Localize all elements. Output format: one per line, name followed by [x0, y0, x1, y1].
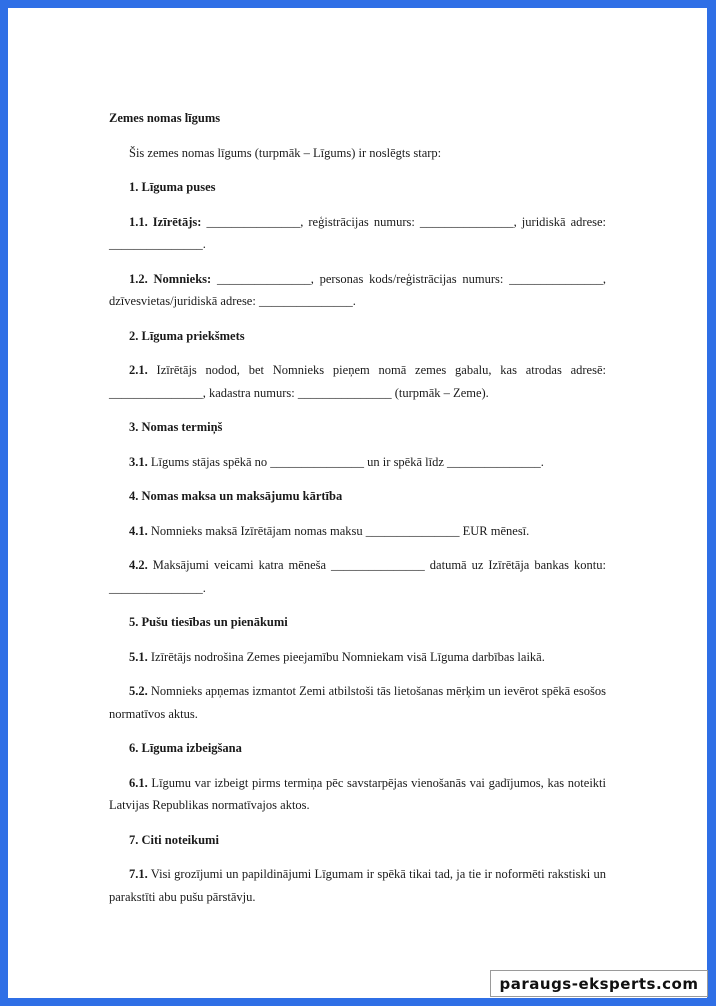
section-heading: 6. Līguma izbeigšana — [129, 741, 242, 755]
section-heading: 3. Nomas termiņš — [129, 420, 223, 434]
clause-text: _______________, reģistrācijas numurs: _______________, juridiskā adrese: _______________. — [109, 214, 607, 251]
clause — [109, 268, 606, 313]
section-heading: 4. Nomas maksa un maksājumu kārtība — [129, 489, 343, 503]
section-heading: 7. Citi noteikumi — [129, 832, 219, 847]
clause-number: 5.2. — [129, 684, 148, 698]
clause-number: 7.1. — [129, 867, 148, 881]
clause-number: 6.1. — [129, 775, 148, 790]
clause-number: 1.2. Nomnieks: — [129, 271, 212, 286]
clause-text: Līgums stājas spēkā no _______________ un ir spēkā līdz _______________. — [147, 454, 544, 469]
clause — [109, 554, 606, 599]
clause — [109, 359, 606, 404]
intro-paragraph: Šis zemes nomas līgums (turpmāk – Līgums) ir noslēgts starp: — [129, 145, 442, 160]
clause-text: Izīrētājs nodrošina Zemes pieejamību Nomniekam visā Līguma darbības laikā. — [147, 649, 545, 664]
document-title: Zemes nomas līgums — [109, 111, 221, 125]
section-heading: 2. Līguma priekšmets — [129, 328, 245, 343]
clause-number: 4.2. — [129, 558, 148, 572]
document-body — [109, 107, 606, 908]
clause — [109, 211, 606, 256]
clause-text: Līgumu var izbeigt pirms termiņa pēc savstarpējas vienošanās vai gadījumos, kas noteikti Latvijas Republikas normatīvajos aktos. — [109, 775, 606, 812]
clause-text: Maksājumi veicami katra mēneša _______________ datumā uz Izīrētāja bankas kontu: _______________. — [109, 558, 606, 595]
clause — [109, 863, 606, 908]
clause-number: 3.1. — [129, 454, 148, 469]
clause — [109, 451, 606, 474]
watermark-badge: paraugs-eksperts.com — [490, 970, 708, 997]
clause-text: _______________, personas kods/reģistrācijas numurs: _______________, dzīvesvietas/juridiskā adrese: _______________. — [109, 271, 606, 308]
clause-number: 5.1. — [129, 649, 148, 664]
clause — [109, 680, 606, 725]
clause — [109, 772, 606, 817]
clause — [109, 520, 606, 543]
clause — [109, 646, 606, 669]
section-heading: 1. Līguma puses — [129, 180, 216, 194]
section-heading: 5. Pušu tiesības un pienākumi — [129, 615, 288, 629]
document-page — [8, 8, 707, 998]
clause-text: Nomnieks maksā Izīrētājam nomas maksu _______________ EUR mēnesī. — [147, 523, 530, 538]
clause-number: 1.1. Izīrētājs: — [129, 214, 202, 229]
clause-number: 2.1. — [129, 363, 148, 377]
clause-text: Visi grozījumi un papildinājumi Līgumam ir spēkā tikai tad, ja tie ir noformēti rakstiski un parakstīti abu pušu pārstāvju. — [109, 867, 606, 904]
clause-text: Izīrētājs nodod, bet Nomnieks pieņem nomā zemes gabalu, kas atrodas adresē: _______________, kadastra numurs: _______________ (turpmāk – Zeme). — [109, 363, 606, 400]
clause-number: 4.1. — [129, 523, 148, 538]
clause-text: Nomnieks apņemas izmantot Zemi atbilstoši tās lietošanas mērķim un ievērot spēkā esošos normatīvos aktus. — [109, 684, 606, 721]
